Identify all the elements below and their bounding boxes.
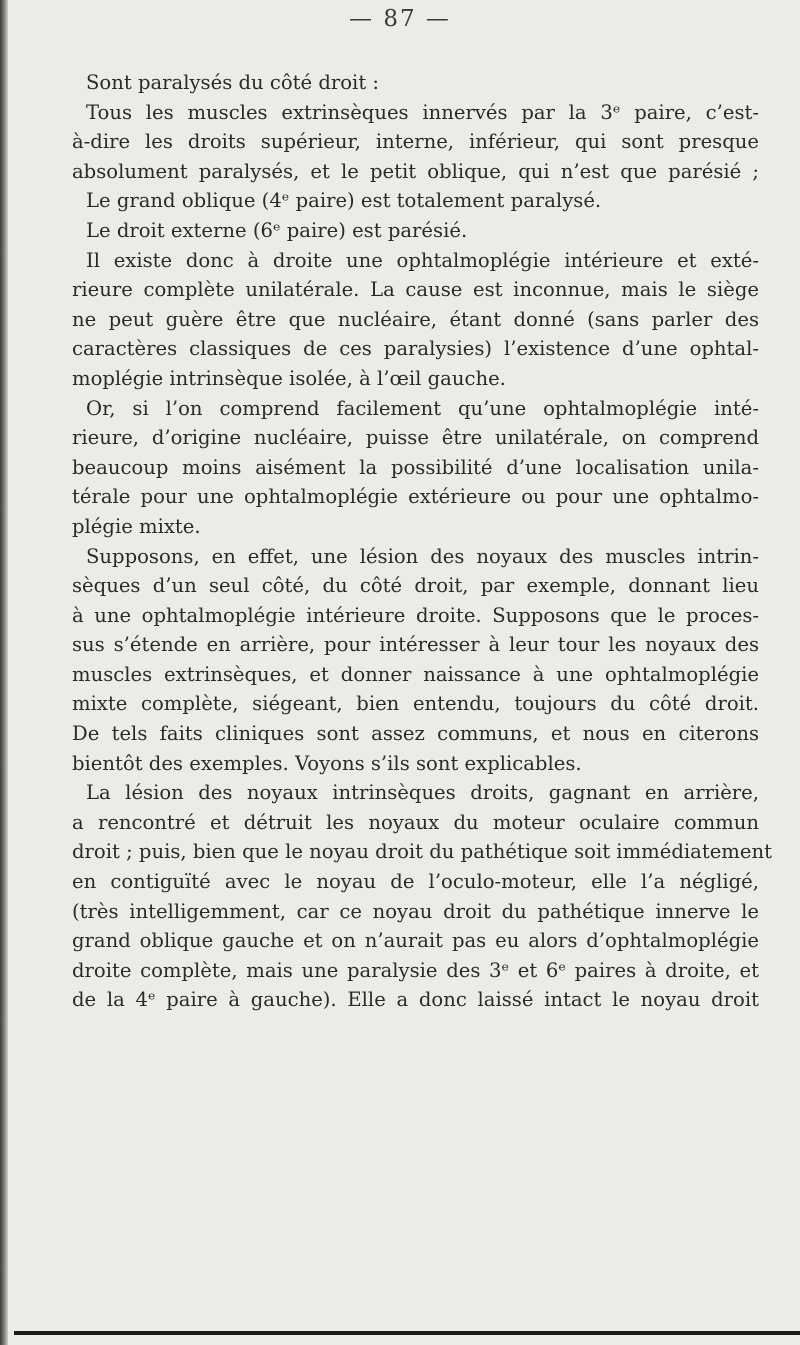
text-line: sus s’étende en arrière, pour intéresser à leur tour les noyaux des <box>72 633 759 657</box>
bottom-rule <box>14 1331 800 1335</box>
text-line: Sont paralysés du côté droit : <box>86 71 380 94</box>
text-line: beaucoup moins aisément la possibilité d’une localisation unila- <box>72 455 759 479</box>
text-line: plégie mixte. <box>72 514 201 538</box>
text-line: caractères classiques de ces paralysies) l’existence d’une ophtal- <box>72 337 759 361</box>
text-line: mixte complète, siégeant, bien entendu, toujours du côté droit. <box>72 692 759 716</box>
text-line: grand oblique gauche et on n’aurait pas eu alors d’ophtalmoplégie <box>72 929 759 953</box>
text-line: sèques d’un seul côté, du côté droit, par exemple, donnant lieu <box>72 574 759 598</box>
text-line: absolument paralysés, et le petit oblique, qui n’est que parésié ; <box>72 159 759 183</box>
text-line: moplégie intrinsèque isolée, à l’œil gauche. <box>72 366 506 390</box>
text-line: en contiguïté avec le noyau de l’oculo-moteur, elle l’a négligé, <box>72 870 759 894</box>
text-line: Le droit externe (6ᵉ paire) est parésié. <box>86 218 468 242</box>
page-binding-edge <box>0 0 8 1345</box>
page-number: — 87 — <box>349 6 451 32</box>
page-body <box>72 68 772 1015</box>
text-line: Il existe donc à droite une ophtalmoplégie intérieure et exté- <box>86 248 759 272</box>
text-line: térale pour une ophtalmoplégie extérieure ou pour une ophtalmo- <box>72 485 759 509</box>
text-line: droit ; puis, bien que le noyau droit du pathétique soit immédiatement <box>72 840 772 864</box>
text-line: (très intelligemment, car ce noyau droit du pathétique innerve le <box>72 899 759 923</box>
text-line: Le grand oblique (4ᵉ paire) est totalement paralysé. <box>86 189 602 213</box>
text-line: de la 4ᵉ paire à gauche). Elle a donc laissé intact le noyau droit <box>72 988 759 1012</box>
text-line: ne peut guère être que nucléaire, étant donné (sans parler des <box>72 307 759 331</box>
text-line: De tels faits cliniques sont assez communs, et nous en citerons <box>72 722 759 746</box>
text-line: rieure, d’origine nucléaire, puisse être unilatérale, on comprend <box>72 426 759 450</box>
text-line: rieure complète unilatérale. La cause est inconnue, mais le siège <box>72 278 759 302</box>
text-line: droite complète, mais une paralysie des 3ᵉ et 6ᵉ paires à droite, et <box>72 958 759 982</box>
text-line: bientôt des exemples. Voyons s’ils sont explicables. <box>72 751 582 775</box>
text-line: Or, si l’on comprend facilement qu’une ophtalmoplégie inté- <box>86 396 759 420</box>
text-line: à-dire les droits supérieur, interne, inférieur, qui sont presque <box>72 130 759 154</box>
text-line: La lésion des noyaux intrinsèques droits, gagnant en arrière, <box>86 781 759 805</box>
text-line: Tous les muscles extrinsèques innervés par la 3ᵉ paire, c’est- <box>86 100 759 124</box>
text-line: muscles extrinsèques, et donner naissance à une ophtalmoplégie <box>72 662 759 686</box>
text-line: Supposons, en effet, une lésion des noyaux des muscles intrin- <box>86 544 759 568</box>
text-line: a rencontré et détruit les noyaux du moteur oculaire commun <box>72 810 759 834</box>
text-line: à une ophtalmoplégie intérieure droite. Supposons que le proces- <box>72 603 759 627</box>
